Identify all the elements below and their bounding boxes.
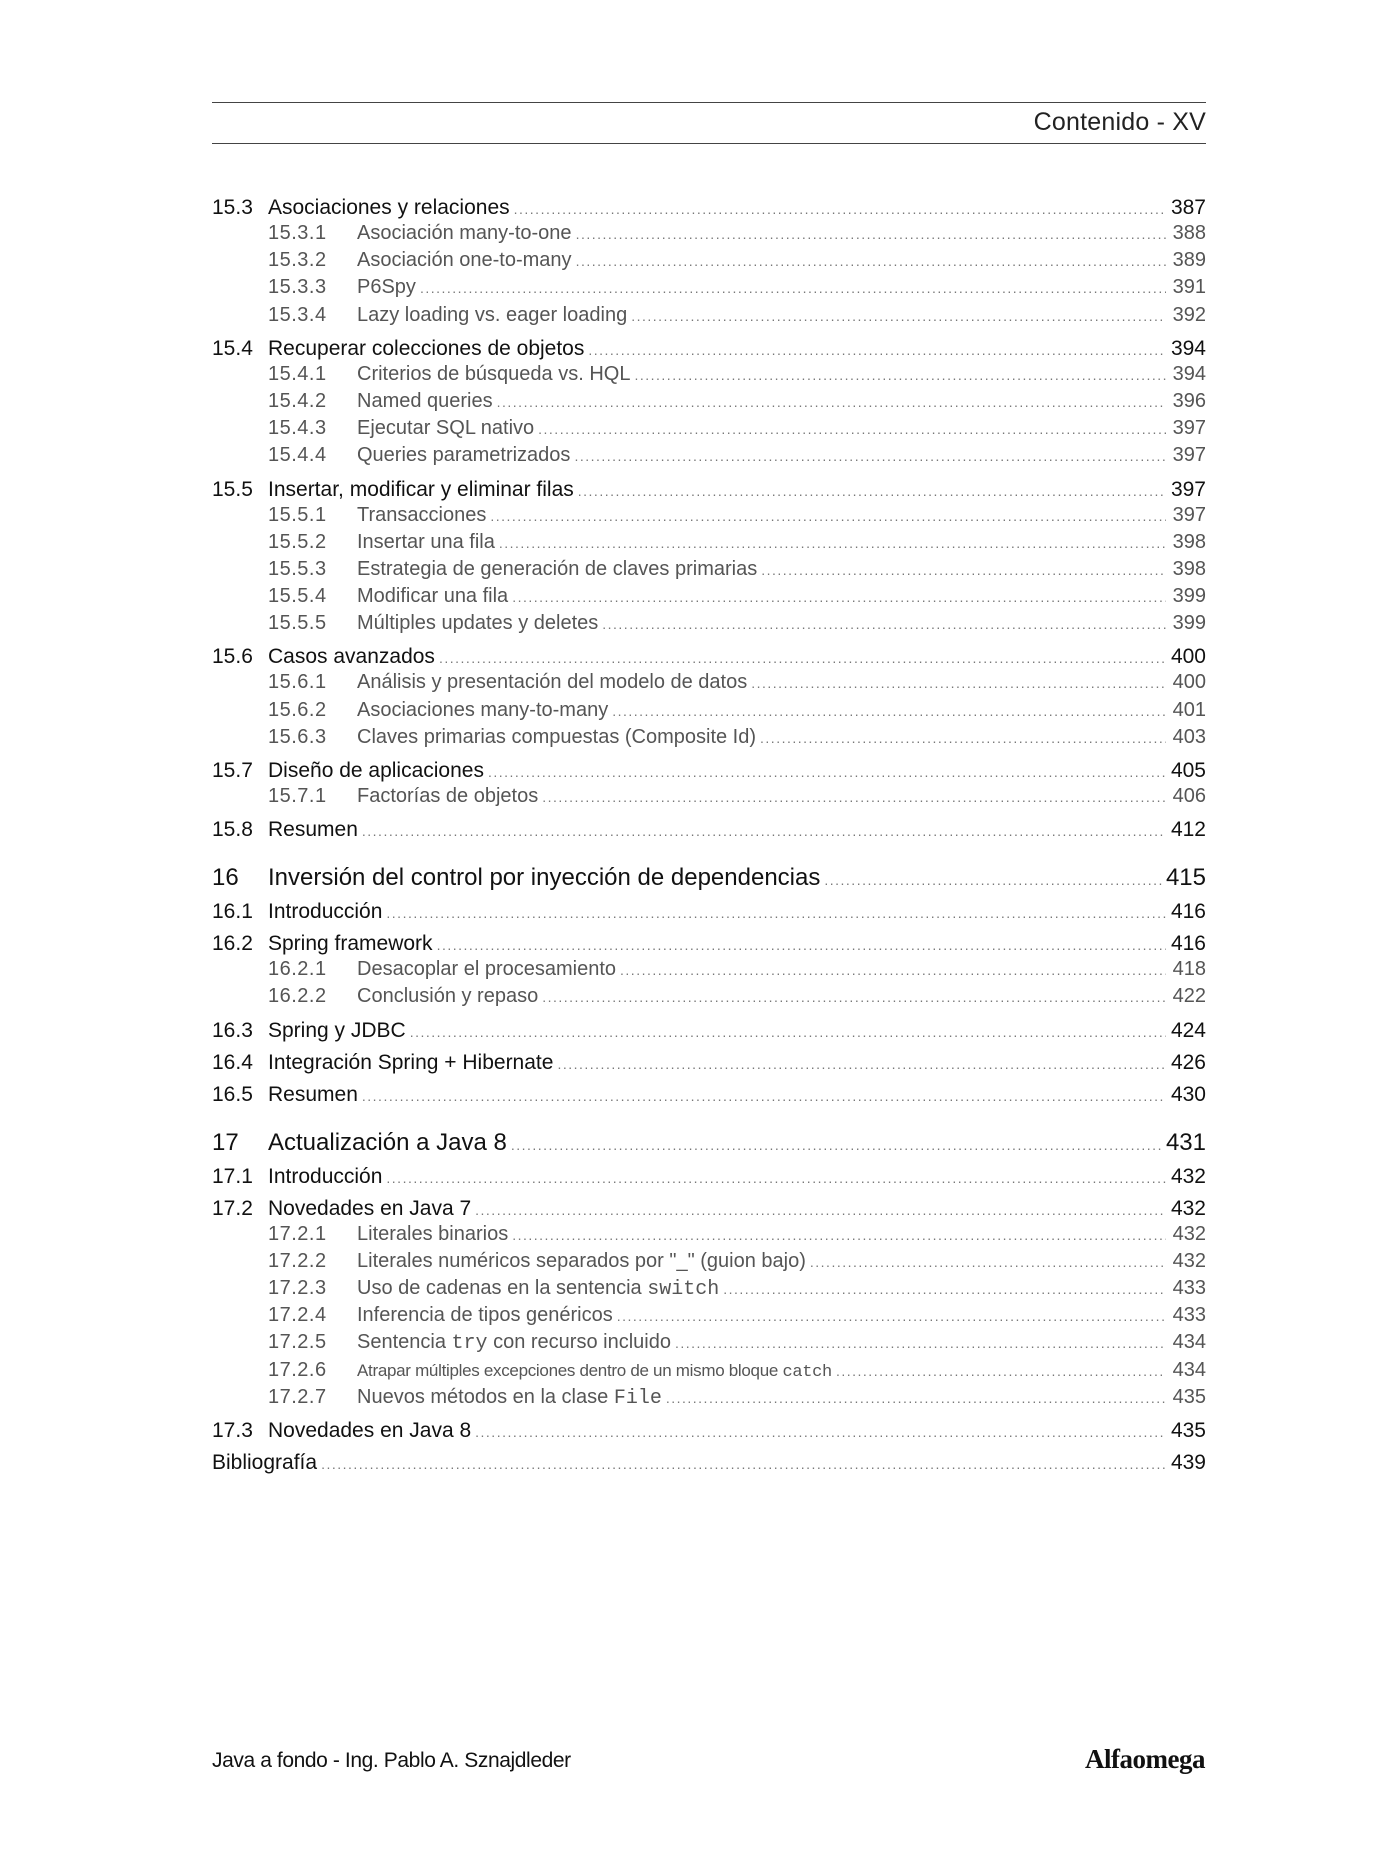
toc-entry-title-suffix: con recurso incluido (487, 1331, 671, 1354)
toc-entry-title-text: Uso de cadenas en la sentencia (357, 1276, 648, 1299)
toc-entry-title-text: Inversión del control por inyección de dependencias (268, 864, 821, 892)
toc-entry-title-text: Asociación many-to-one (357, 222, 572, 244)
toc-dot-leader (437, 937, 1166, 953)
toc-entry-page: 394 (1170, 336, 1206, 360)
toc-entry-title-text: Named queries (357, 389, 493, 412)
toc-dot-leader (578, 483, 1166, 499)
toc-entry-title (268, 759, 484, 783)
toc-entry-number: 15.6 (212, 645, 253, 669)
toc-entry-title-text: Atrapar múltiples excepciones dentro de un mismo bloque (357, 1360, 783, 1380)
toc-entry-number: 16.2 (212, 932, 253, 956)
toc-entry (212, 900, 1206, 926)
toc-entry-title (357, 558, 757, 581)
toc-entry-title (357, 1223, 508, 1246)
toc-dot-leader (574, 448, 1166, 464)
toc-entry-page: 432 (1172, 1249, 1206, 1272)
toc-entry-number: 17.3 (212, 1418, 253, 1442)
toc-entry (212, 1359, 1206, 1386)
toc-entry (212, 1197, 1206, 1223)
toc-entry-page: 399 (1172, 585, 1206, 608)
page-header-title: Contenido - XV (1033, 108, 1206, 136)
toc-entry-page: 434 (1172, 1331, 1206, 1354)
toc-dot-leader (538, 421, 1166, 437)
toc-entry-title-text: Literales numéricos separados por "_" (guion bajo) (357, 1249, 806, 1272)
toc-entry-page: 406 (1172, 785, 1206, 807)
toc-entry-number: 15.4.4 (268, 444, 327, 467)
toc-entry-page: 397 (1172, 444, 1206, 467)
toc-entry (212, 1250, 1206, 1277)
toc-entry-number: 15.3 (212, 196, 253, 219)
toc-entry-title (357, 363, 630, 386)
toc-entry-page: 435 (1172, 1385, 1206, 1408)
toc-entry-page: 432 (1170, 1196, 1206, 1220)
toc-entry-page: 434 (1172, 1358, 1206, 1381)
table-of-contents (212, 196, 1206, 1477)
toc-entry (212, 958, 1206, 985)
toc-entry-number: 16.2.2 (268, 985, 327, 1008)
toc-entry (212, 390, 1206, 417)
toc-entry-title-text: Novedades en Java 8 (268, 1418, 472, 1442)
toc-entry-title (357, 985, 538, 1008)
toc-entry (212, 585, 1206, 612)
toc-entry-number: 17.2.4 (268, 1304, 327, 1327)
toc-entry-title (357, 1250, 806, 1273)
toc-entry-title (268, 337, 584, 361)
toc-entry-page: 435 (1170, 1418, 1206, 1442)
toc-entry (212, 1304, 1206, 1331)
toc-entry-title (268, 864, 820, 892)
toc-entry-title (268, 818, 358, 842)
toc-entry-number: 16.5 (212, 1082, 253, 1106)
toc-entry (212, 726, 1206, 753)
toc-entry-number: 15.7.1 (268, 785, 327, 807)
toc-entry-title (357, 1277, 719, 1301)
toc-entry-title-text: Insertar una fila (357, 530, 495, 553)
toc-entry-number: 15.7 (212, 759, 253, 782)
toc-entry-title-text: Introducción (268, 900, 383, 924)
toc-entry-number: 15.5.1 (268, 503, 327, 526)
toc-entry (212, 249, 1206, 276)
toc-entry-number: 15.6.3 (268, 725, 327, 748)
toc-entry (212, 1165, 1206, 1191)
toc-entry-title (357, 417, 534, 440)
toc-entry-code: File (613, 1386, 662, 1410)
toc-entry (212, 1419, 1206, 1445)
toc-entry (212, 444, 1206, 471)
toc-entry-number: 15.4.1 (268, 362, 327, 385)
toc-entry-title-text: Resumen (268, 1082, 358, 1106)
toc-entry-title (268, 1419, 471, 1443)
toc-entry-page: 426 (1170, 1050, 1206, 1074)
toc-entry-page: 394 (1172, 362, 1206, 385)
toc-entry-number: 17.2.1 (268, 1222, 327, 1245)
toc-entry-title-text: Spring framework (268, 932, 433, 956)
toc-entry-number: 15.5.5 (268, 612, 327, 635)
toc-entry-page: 389 (1172, 249, 1206, 272)
toc-dot-leader (634, 367, 1166, 383)
toc-entry-title-text: Spring y JDBC (268, 1018, 406, 1042)
toc-entry-title (357, 531, 495, 554)
toc-entry-title-text: Integración Spring + Hibernate (268, 1050, 554, 1074)
toc-entry-title-text: Asociaciones y relaciones (268, 196, 510, 219)
toc-entry (212, 985, 1206, 1012)
toc-entry-number: 16.2.1 (268, 958, 327, 981)
toc-entry (212, 645, 1206, 671)
toc-entry (212, 504, 1206, 531)
toc-entry-title (357, 390, 493, 413)
toc-entry-title (268, 1165, 382, 1189)
toc-dot-leader (631, 308, 1166, 324)
toc-entry (212, 1051, 1206, 1077)
toc-entry-page: 432 (1170, 1164, 1206, 1188)
toc-entry-number: 16.1 (212, 900, 253, 924)
toc-dot-leader (514, 201, 1166, 217)
toc-dot-leader (810, 1254, 1166, 1270)
toc-dot-leader (666, 1390, 1166, 1406)
toc-entry-title (357, 726, 756, 749)
toc-entry (212, 818, 1206, 844)
toc-entry (212, 276, 1206, 303)
toc-entry-number: 15.6.2 (268, 698, 327, 721)
toc-entry-title-text: Sentencia (357, 1331, 452, 1354)
toc-entry-title (268, 1019, 406, 1043)
toc-entry-page: 403 (1172, 725, 1206, 748)
toc-entry-number: 15.4 (212, 336, 253, 360)
toc-entry-page: 397 (1172, 503, 1206, 526)
toc-entry-number: 17.2.6 (268, 1358, 327, 1381)
toc-dot-leader (362, 823, 1166, 839)
footer-book-title: Java a fondo - Ing. Pablo A. Sznajdleder (212, 1749, 571, 1772)
toc-dot-leader (612, 703, 1166, 719)
toc-entry-page: 391 (1172, 276, 1206, 299)
toc-dot-leader (751, 675, 1166, 691)
toc-entry-title (357, 444, 570, 467)
toc-entry (212, 337, 1206, 363)
toc-dot-leader (512, 589, 1166, 605)
toc-entry-title-text: Literales binarios (357, 1222, 509, 1245)
toc-dot-leader (362, 1088, 1166, 1104)
toc-entry-number: 17.2.3 (268, 1276, 327, 1299)
toc-dot-leader (576, 226, 1166, 242)
toc-entry-title (268, 478, 574, 502)
toc-dot-leader (386, 1170, 1166, 1186)
toc-entry-number: 15.3.2 (268, 249, 327, 272)
toc-entry-page: 399 (1172, 612, 1206, 635)
toc-dot-leader (620, 962, 1166, 978)
toc-dot-leader (760, 730, 1166, 746)
toc-entry-title-text: Casos avanzados (268, 645, 435, 669)
toc-entry-title-text: Múltiples updates y deletes (357, 612, 599, 635)
toc-entry (212, 932, 1206, 958)
toc-entry-title-text: Transacciones (357, 503, 487, 526)
toc-dot-leader (410, 1024, 1166, 1040)
toc-entry-title-text: Insertar, modificar y eliminar filas (268, 477, 574, 501)
toc-entry-page: 432 (1172, 1222, 1206, 1245)
toc-entry-title-text: Asociaciones many-to-many (357, 698, 609, 721)
toc-dot-leader (723, 1281, 1166, 1297)
toc-entry (212, 363, 1206, 390)
toc-entry-title (357, 1361, 832, 1382)
toc-entry-title (357, 222, 572, 245)
toc-entry (212, 1451, 1206, 1477)
toc-entry (212, 1019, 1206, 1045)
publisher-logo: Alfaomega (1085, 1744, 1205, 1774)
toc-entry (212, 671, 1206, 698)
toc-entry-page: 433 (1172, 1304, 1206, 1327)
toc-entry-title (357, 249, 572, 272)
toc-entry-title-text: Estrategia de generación de claves primarias (357, 557, 758, 580)
toc-entry-page: 396 (1172, 389, 1206, 412)
toc-entry-title (268, 1129, 507, 1157)
toc-entry-number: 16 (212, 864, 239, 892)
header-bottom-rule (212, 143, 1206, 144)
toc-entry (212, 1331, 1206, 1358)
toc-entry-title (357, 785, 538, 808)
toc-entry (212, 196, 1206, 222)
toc-entry-number: 15.5 (212, 477, 253, 501)
toc-dot-leader (475, 1424, 1166, 1440)
toc-entry-page: 397 (1172, 417, 1206, 440)
toc-entry-title-text: Actualización a Java 8 (268, 1128, 507, 1156)
toc-dot-leader (761, 562, 1166, 578)
toc-entry-number: 17.2.2 (268, 1249, 327, 1272)
toc-dot-leader (824, 872, 1162, 888)
toc-entry-page: 416 (1170, 932, 1206, 956)
toc-entry-title (357, 1386, 662, 1410)
toc-entry (212, 478, 1206, 504)
toc-dot-leader (511, 1137, 1162, 1153)
toc-entry-title (357, 1304, 613, 1327)
toc-entry-page: 433 (1172, 1276, 1206, 1299)
toc-entry-title-text: Lazy loading vs. eager loading (357, 303, 628, 326)
toc-entry-page: 400 (1172, 671, 1206, 694)
toc-entry (212, 304, 1206, 331)
toc-entry-title (268, 1051, 553, 1075)
toc-dot-leader (420, 280, 1166, 296)
toc-entry-title (357, 276, 416, 299)
toc-entry-page: 392 (1172, 303, 1206, 326)
toc-dot-leader (542, 789, 1166, 805)
toc-entry-title-text: Análisis y presentación del modelo de datos (357, 671, 748, 694)
toc-entry-title-text: Bibliografía (212, 1450, 318, 1474)
toc-entry-title (268, 196, 510, 220)
toc-entry (212, 1277, 1206, 1304)
toc-dot-leader (557, 1056, 1166, 1072)
toc-entry-page: 424 (1170, 1018, 1206, 1042)
toc-dot-leader (588, 342, 1166, 358)
toc-entry-number: 17.2.5 (268, 1331, 327, 1354)
toc-entry-title-text: Resumen (268, 818, 358, 842)
toc-entry-page: 415 (1165, 864, 1206, 892)
toc-entry-page: 400 (1170, 645, 1206, 669)
toc-dot-leader (439, 650, 1166, 666)
toc-dot-leader (321, 1456, 1166, 1472)
toc-entry (212, 558, 1206, 585)
toc-entry-page: 422 (1172, 985, 1206, 1008)
toc-entry-title-text: Modificar una fila (357, 585, 509, 608)
toc-entry-code: try (451, 1332, 488, 1356)
toc-entry (212, 699, 1206, 726)
toc-entry-title-text: Asociación one-to-many (357, 249, 572, 272)
toc-entry-page: 431 (1165, 1128, 1206, 1156)
toc-dot-leader (836, 1363, 1166, 1379)
toc-entry-page: 439 (1170, 1450, 1206, 1474)
toc-entry-title (268, 645, 435, 669)
toc-entry-number: 15.5.2 (268, 530, 327, 553)
toc-entry (212, 759, 1206, 785)
toc-entry-number: 15.6.1 (268, 671, 327, 694)
toc-dot-leader (386, 905, 1166, 921)
toc-entry-number: 15.3.3 (268, 276, 327, 299)
toc-dot-leader (617, 1308, 1166, 1324)
toc-entry (212, 785, 1206, 812)
toc-entry-page: 412 (1170, 818, 1206, 842)
toc-entry-title-text: Nuevos métodos en la clase (357, 1385, 614, 1408)
toc-entry (212, 1386, 1206, 1413)
toc-entry-title (357, 699, 608, 722)
toc-entry-number: 17.2.7 (268, 1385, 327, 1408)
toc-entry-number: 16.3 (212, 1018, 253, 1042)
toc-entry (212, 864, 1206, 894)
toc-dot-leader (675, 1335, 1166, 1351)
toc-entry-title (268, 1083, 358, 1107)
toc-entry-number: 15.8 (212, 818, 253, 842)
toc-entry-page: 405 (1170, 759, 1206, 782)
toc-entry-title (268, 1197, 471, 1221)
toc-entry-number: 15.5.3 (268, 557, 327, 580)
toc-dot-leader (490, 508, 1166, 524)
toc-entry-title (268, 900, 382, 924)
toc-entry-page: 397 (1170, 477, 1206, 501)
toc-entry-number: 17 (212, 1128, 239, 1156)
toc-entry-title (357, 304, 627, 327)
toc-entry-title-text: Introducción (268, 1164, 383, 1188)
toc-entry-code: catch (782, 1362, 832, 1382)
toc-dot-leader (576, 253, 1166, 269)
toc-entry-page: 398 (1172, 530, 1206, 553)
toc-entry (212, 417, 1206, 444)
toc-entry-number: 15.3.4 (268, 303, 327, 326)
toc-dot-leader (542, 989, 1166, 1005)
toc-entry-title (212, 1451, 317, 1475)
toc-entry-number: 17.1 (212, 1164, 253, 1188)
toc-entry-number: 15.5.4 (268, 585, 327, 608)
toc-entry-title (357, 585, 508, 608)
toc-entry-number: 16.4 (212, 1050, 253, 1074)
toc-entry-title-text: Ejecutar SQL nativo (357, 417, 535, 440)
toc-entry (212, 531, 1206, 558)
toc-entry-title-text: Factorías de objetos (357, 785, 539, 807)
toc-entry-title-text: Claves primarias compuestas (Composite Id) (357, 725, 757, 748)
toc-entry-title-text: Queries parametrizados (357, 444, 571, 467)
toc-entry (212, 1223, 1206, 1250)
toc-entry-page: 401 (1172, 698, 1206, 721)
toc-entry-title-text: Conclusión y repaso (357, 985, 539, 1008)
toc-entry-page: 430 (1170, 1082, 1206, 1106)
header-top-rule (212, 102, 1206, 103)
toc-entry-title-text: Diseño de aplicaciones (268, 759, 484, 782)
toc-entry-code: switch (647, 1277, 720, 1301)
toc-entry-title-text: P6Spy (357, 276, 416, 299)
toc-entry-page: 398 (1172, 557, 1206, 580)
toc-dot-leader (488, 764, 1166, 780)
toc-entry-title (268, 932, 433, 956)
toc-entry-number: 15.4.3 (268, 417, 327, 440)
toc-entry (212, 1083, 1206, 1109)
toc-entry-page: 416 (1170, 900, 1206, 924)
toc-entry-page: 387 (1170, 196, 1206, 219)
toc-entry-number: 15.4.2 (268, 389, 327, 412)
toc-entry-number: 17.2 (212, 1196, 253, 1220)
toc-entry-title (357, 671, 747, 694)
toc-dot-leader (602, 616, 1166, 632)
toc-dot-leader (497, 394, 1166, 410)
toc-entry-page: 388 (1172, 222, 1206, 244)
toc-entry (212, 1129, 1206, 1159)
toc-entry-page: 418 (1172, 958, 1206, 981)
toc-entry-title-text: Inferencia de tipos genéricos (357, 1304, 613, 1327)
toc-dot-leader (475, 1202, 1166, 1218)
toc-entry (212, 612, 1206, 639)
toc-entry-title-text: Recuperar colecciones de objetos (268, 336, 585, 360)
toc-entry (212, 222, 1206, 249)
toc-entry-title-text: Criterios de búsqueda vs. HQL (357, 362, 631, 385)
toc-dot-leader (499, 535, 1166, 551)
toc-entry-title (357, 612, 598, 635)
toc-entry-number: 15.3.1 (268, 222, 327, 244)
toc-entry-title-text: Desacoplar el procesamiento (357, 958, 617, 981)
toc-entry-title-text: Novedades en Java 7 (268, 1196, 472, 1220)
toc-dot-leader (512, 1227, 1166, 1243)
toc-entry-title (357, 504, 486, 527)
toc-entry-title (357, 1331, 671, 1355)
toc-entry-title (357, 958, 616, 981)
